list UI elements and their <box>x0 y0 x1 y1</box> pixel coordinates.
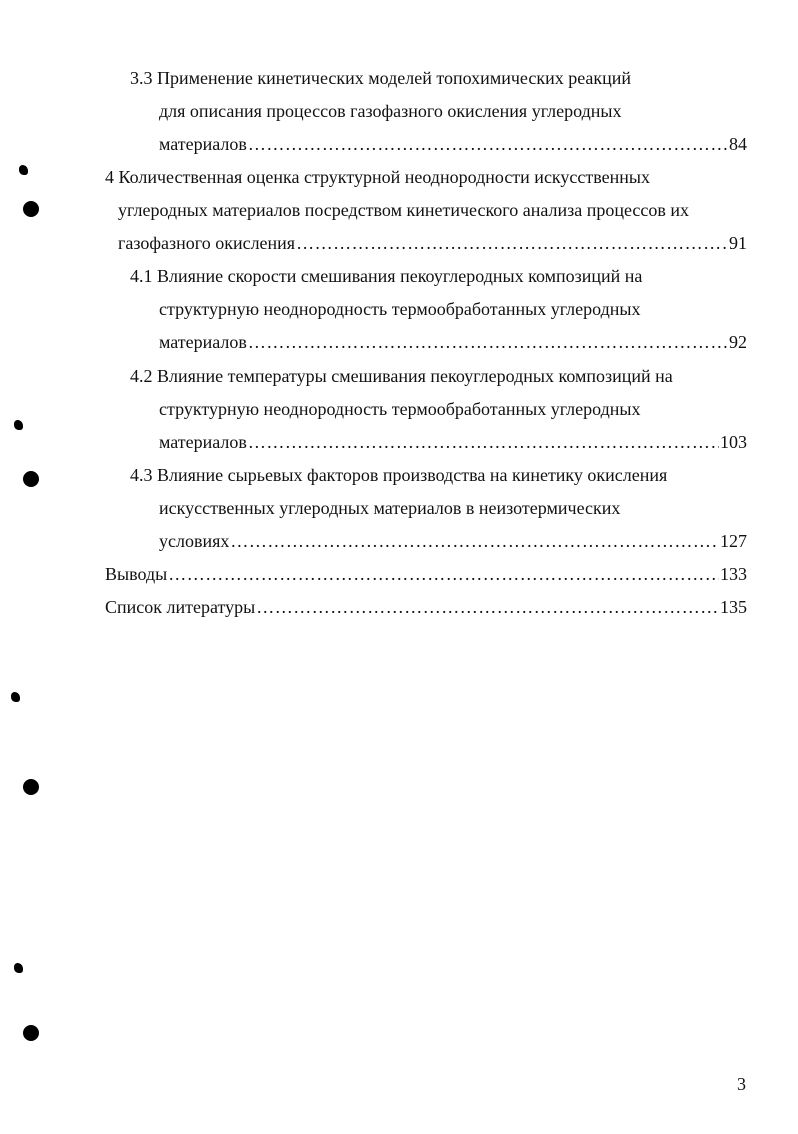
binder-hole <box>23 1025 39 1041</box>
toc-entry-4-2-title-end: материалов <box>159 432 247 452</box>
toc-entry-3-3-line-1: 3.3 Применение кинетических моделей топохимических реакций <box>130 68 632 88</box>
leader-dots <box>248 330 728 354</box>
toc-entry-4-leader[interactable] <box>118 231 747 255</box>
toc-entry-references-page: 135 <box>720 597 747 617</box>
toc-entry-4-3-leader[interactable] <box>159 529 747 553</box>
margin-mark <box>19 165 28 175</box>
toc-entry-conclusions-title: Выводы <box>105 564 168 584</box>
toc-entry-4-1-page: 92 <box>729 332 747 352</box>
leader-dots <box>168 562 719 586</box>
toc-entry-4-line-2: углеродных материалов посредством кинетического анализа процессов их <box>118 200 690 220</box>
toc-entry-3-3-title-end: материалов <box>159 134 247 154</box>
toc-entry-conclusions[interactable] <box>105 562 747 586</box>
toc-entry-references-title: Список литературы <box>105 597 256 617</box>
toc-entry-4-page: 91 <box>729 233 747 253</box>
toc-entry-4-1-line-2: структурную неоднородность термообработанных углеродных <box>159 299 641 319</box>
binder-hole <box>23 201 39 217</box>
toc-entry-4-3-title-end: условиях <box>159 531 230 551</box>
leader-dots <box>230 529 719 553</box>
toc-entry-4-1-line-1: 4.1 Влияние скорости смешивания пекоуглеродных композиций на <box>130 266 643 286</box>
leader-dots <box>296 231 728 255</box>
toc-entry-conclusions-page: 133 <box>720 564 747 584</box>
toc-entry-4-2-leader[interactable] <box>159 430 747 454</box>
toc-entry-3-3-line-2: для описания процессов газофазного окисления углеродных <box>159 101 622 121</box>
binder-hole <box>23 471 39 487</box>
margin-mark <box>11 692 20 702</box>
leader-dots <box>256 595 719 619</box>
toc-entry-4-line-1: 4 Количественная оценка структурной неоднородности искусственных <box>105 167 651 187</box>
toc-entry-4-2-page: 103 <box>720 432 747 452</box>
toc-entry-4-1-leader[interactable] <box>159 330 747 354</box>
toc-entry-4-3-page: 127 <box>720 531 747 551</box>
leader-dots <box>248 132 728 156</box>
toc-entry-references[interactable] <box>105 595 747 619</box>
page-number: 3 <box>737 1074 746 1094</box>
toc-entry-3-3-leader[interactable] <box>159 132 747 156</box>
margin-mark <box>14 420 23 430</box>
toc-entry-4-title-end: газофазного окисления <box>118 233 296 253</box>
leader-dots <box>248 430 719 454</box>
toc-entry-4-2-line-1: 4.2 Влияние температуры смешивания пекоуглеродных композиций на <box>130 366 673 386</box>
toc-entry-3-3-page: 84 <box>729 134 747 154</box>
toc-entry-4-3-line-2: искусственных углеродных материалов в неизотермических <box>159 498 621 518</box>
toc-entry-4-1-title-end: материалов <box>159 332 247 352</box>
toc-entry-4-3-line-1: 4.3 Влияние сырьевых факторов производства на кинетику окисления <box>130 465 668 485</box>
toc-entry-4-2-line-2: структурную неоднородность термообработанных углеродных <box>159 399 641 419</box>
margin-mark <box>14 963 23 973</box>
binder-hole <box>23 779 39 795</box>
